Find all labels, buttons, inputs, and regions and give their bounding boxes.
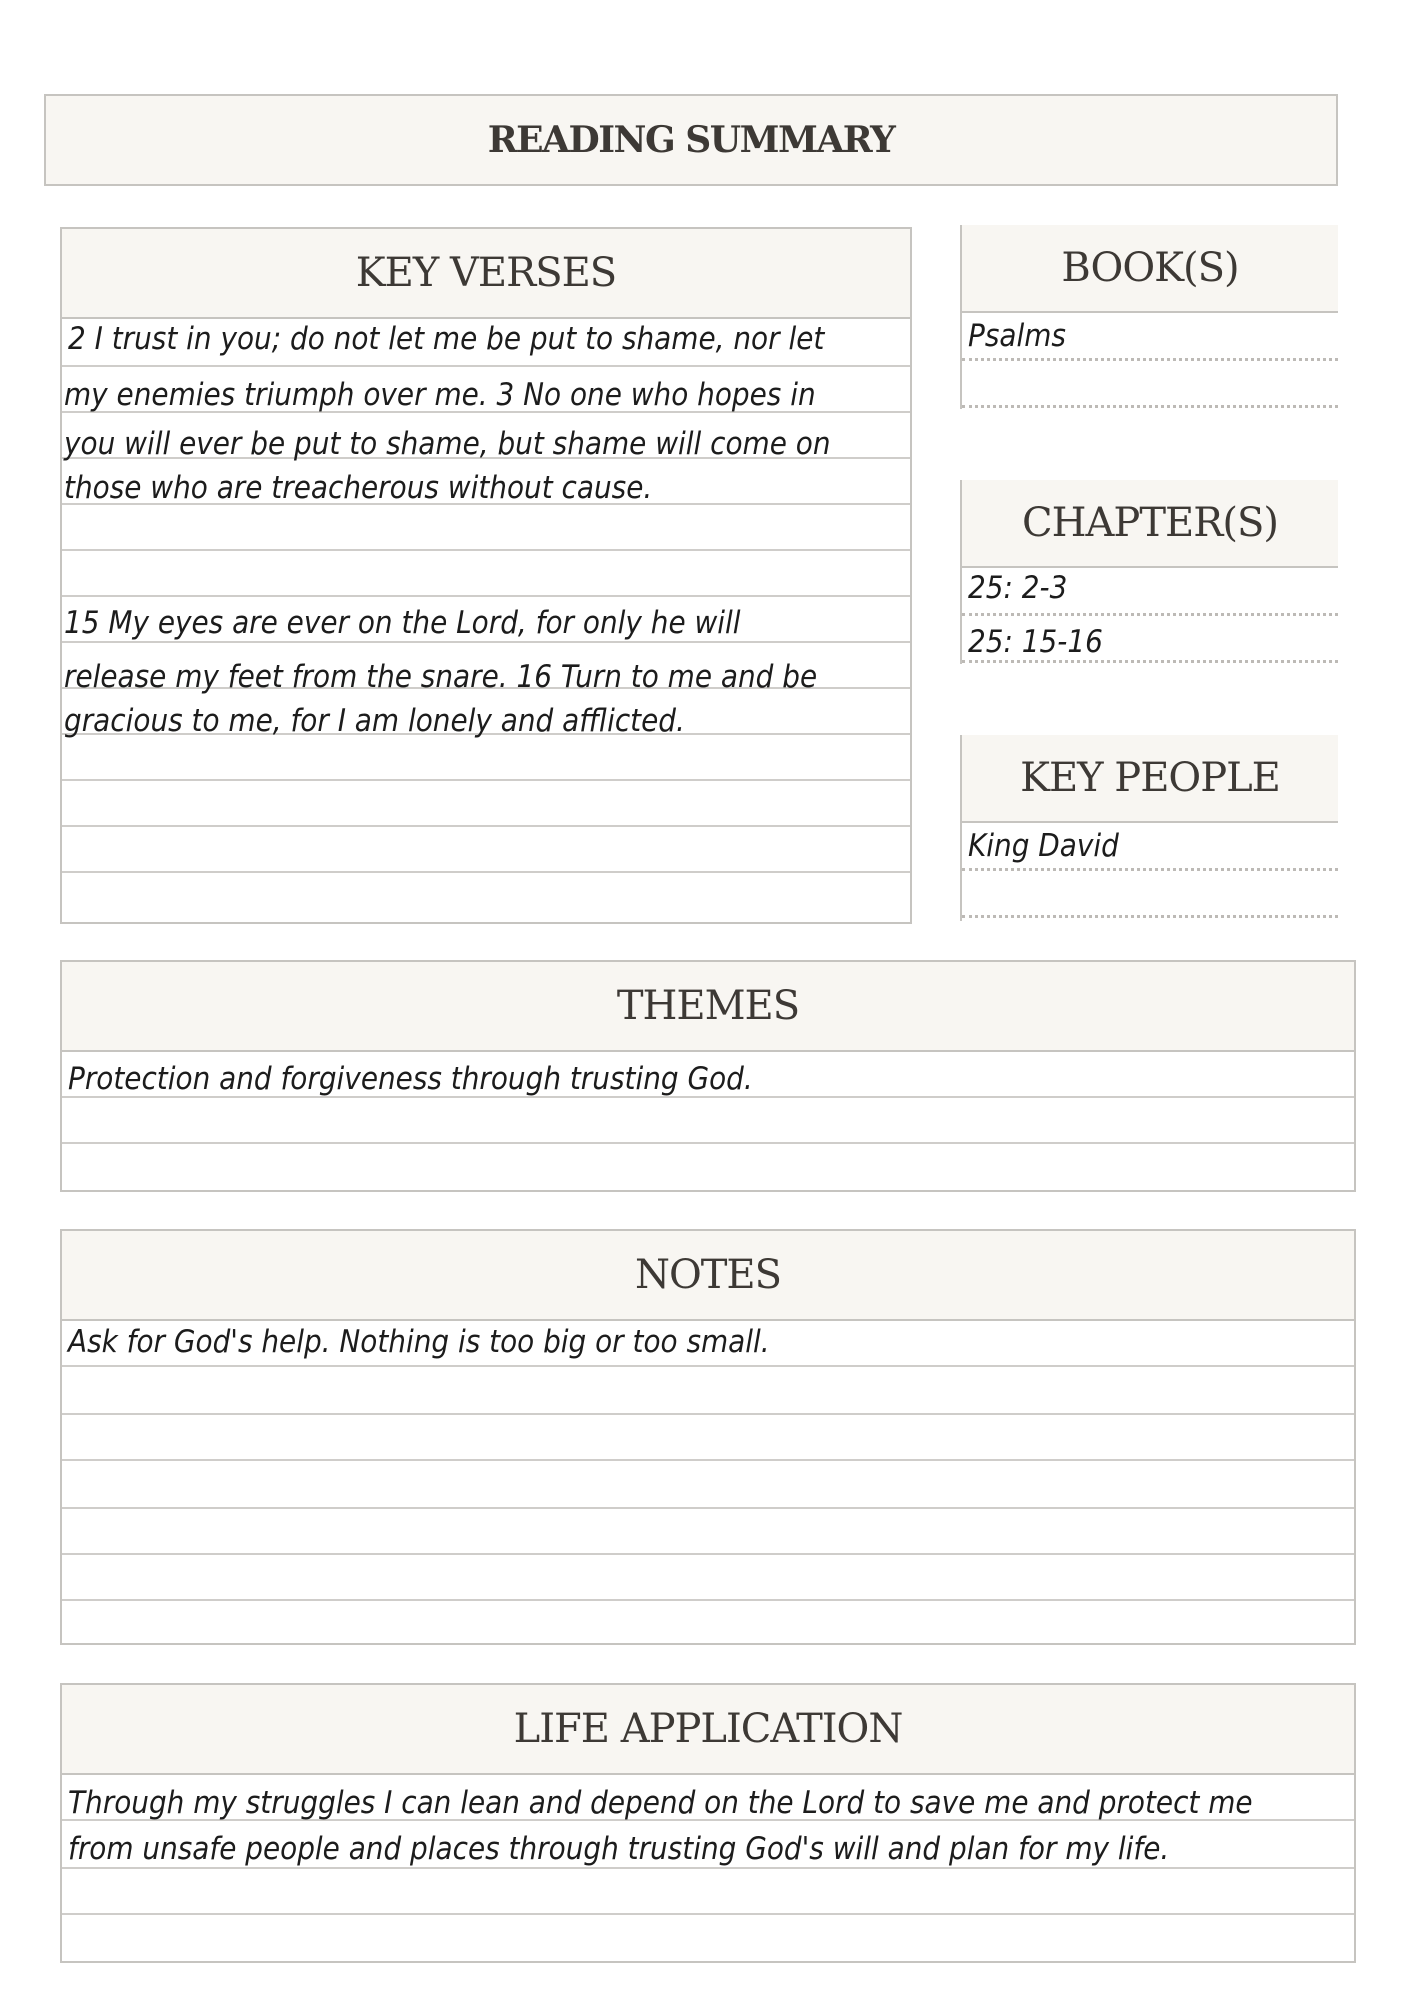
key-verse-line: my enemies triumph over me. 3 No one who hopes in bbox=[64, 377, 816, 413]
key-people-heading: KEY PEOPLE bbox=[1020, 755, 1280, 801]
key-people-section bbox=[960, 735, 1338, 921]
life-application-line: Through my struggles I can lean and depend on the Lord to save me and protect me bbox=[68, 1785, 1253, 1821]
themes-section bbox=[60, 960, 1356, 1192]
key-verse-line: 2 I trust in you; do not let me be put to shame, nor let bbox=[68, 321, 825, 357]
themes-line: Protection and forgiveness through trusting God. bbox=[68, 1061, 753, 1097]
chapters-header bbox=[962, 480, 1338, 568]
books-heading: BOOK(S) bbox=[1061, 245, 1239, 291]
key-verse-line: gracious to me, for I am lonely and afflicted. bbox=[64, 703, 685, 739]
key-verse-line: those who are treacherous without cause. bbox=[64, 470, 653, 506]
key-verse-line: you will ever be put to shame, but shame will come on bbox=[64, 426, 831, 462]
title-banner bbox=[44, 94, 1338, 186]
key-people-header bbox=[962, 735, 1338, 823]
notes-line: Ask for God's help. Nothing is too big or too small. bbox=[68, 1324, 770, 1360]
chapters-heading: CHAPTER(S) bbox=[1022, 500, 1278, 546]
chapter-entry: 25: 2-3 bbox=[968, 570, 1068, 606]
key-verses-heading: KEY VERSES bbox=[355, 250, 617, 296]
life-application-heading: LIFE APPLICATION bbox=[513, 1706, 903, 1752]
notes-section bbox=[60, 1229, 1356, 1645]
life-application-section bbox=[60, 1683, 1356, 1963]
books-section bbox=[960, 225, 1338, 409]
key-verses-header bbox=[62, 229, 910, 319]
books-header bbox=[962, 225, 1338, 313]
chapter-entry: 25: 15-16 bbox=[968, 624, 1103, 660]
life-application-header bbox=[62, 1685, 1354, 1775]
book-entry: Psalms bbox=[968, 318, 1066, 354]
notes-heading: NOTES bbox=[634, 1252, 782, 1298]
page-title: READING SUMMARY bbox=[487, 119, 895, 161]
key-verse-line: release my feet from the snare. 16 Turn to me and be bbox=[64, 659, 818, 695]
key-verses-section bbox=[60, 227, 912, 924]
chapters-section bbox=[960, 480, 1338, 664]
themes-header bbox=[62, 962, 1354, 1052]
key-person-entry: King David bbox=[968, 828, 1119, 864]
life-application-line: from unsafe people and places through trusting God's will and plan for my life. bbox=[68, 1831, 1170, 1867]
key-verse-line: 15 My eyes are ever on the Lord, for only he will bbox=[64, 605, 741, 641]
themes-heading: THEMES bbox=[616, 983, 800, 1029]
notes-header bbox=[62, 1231, 1354, 1321]
